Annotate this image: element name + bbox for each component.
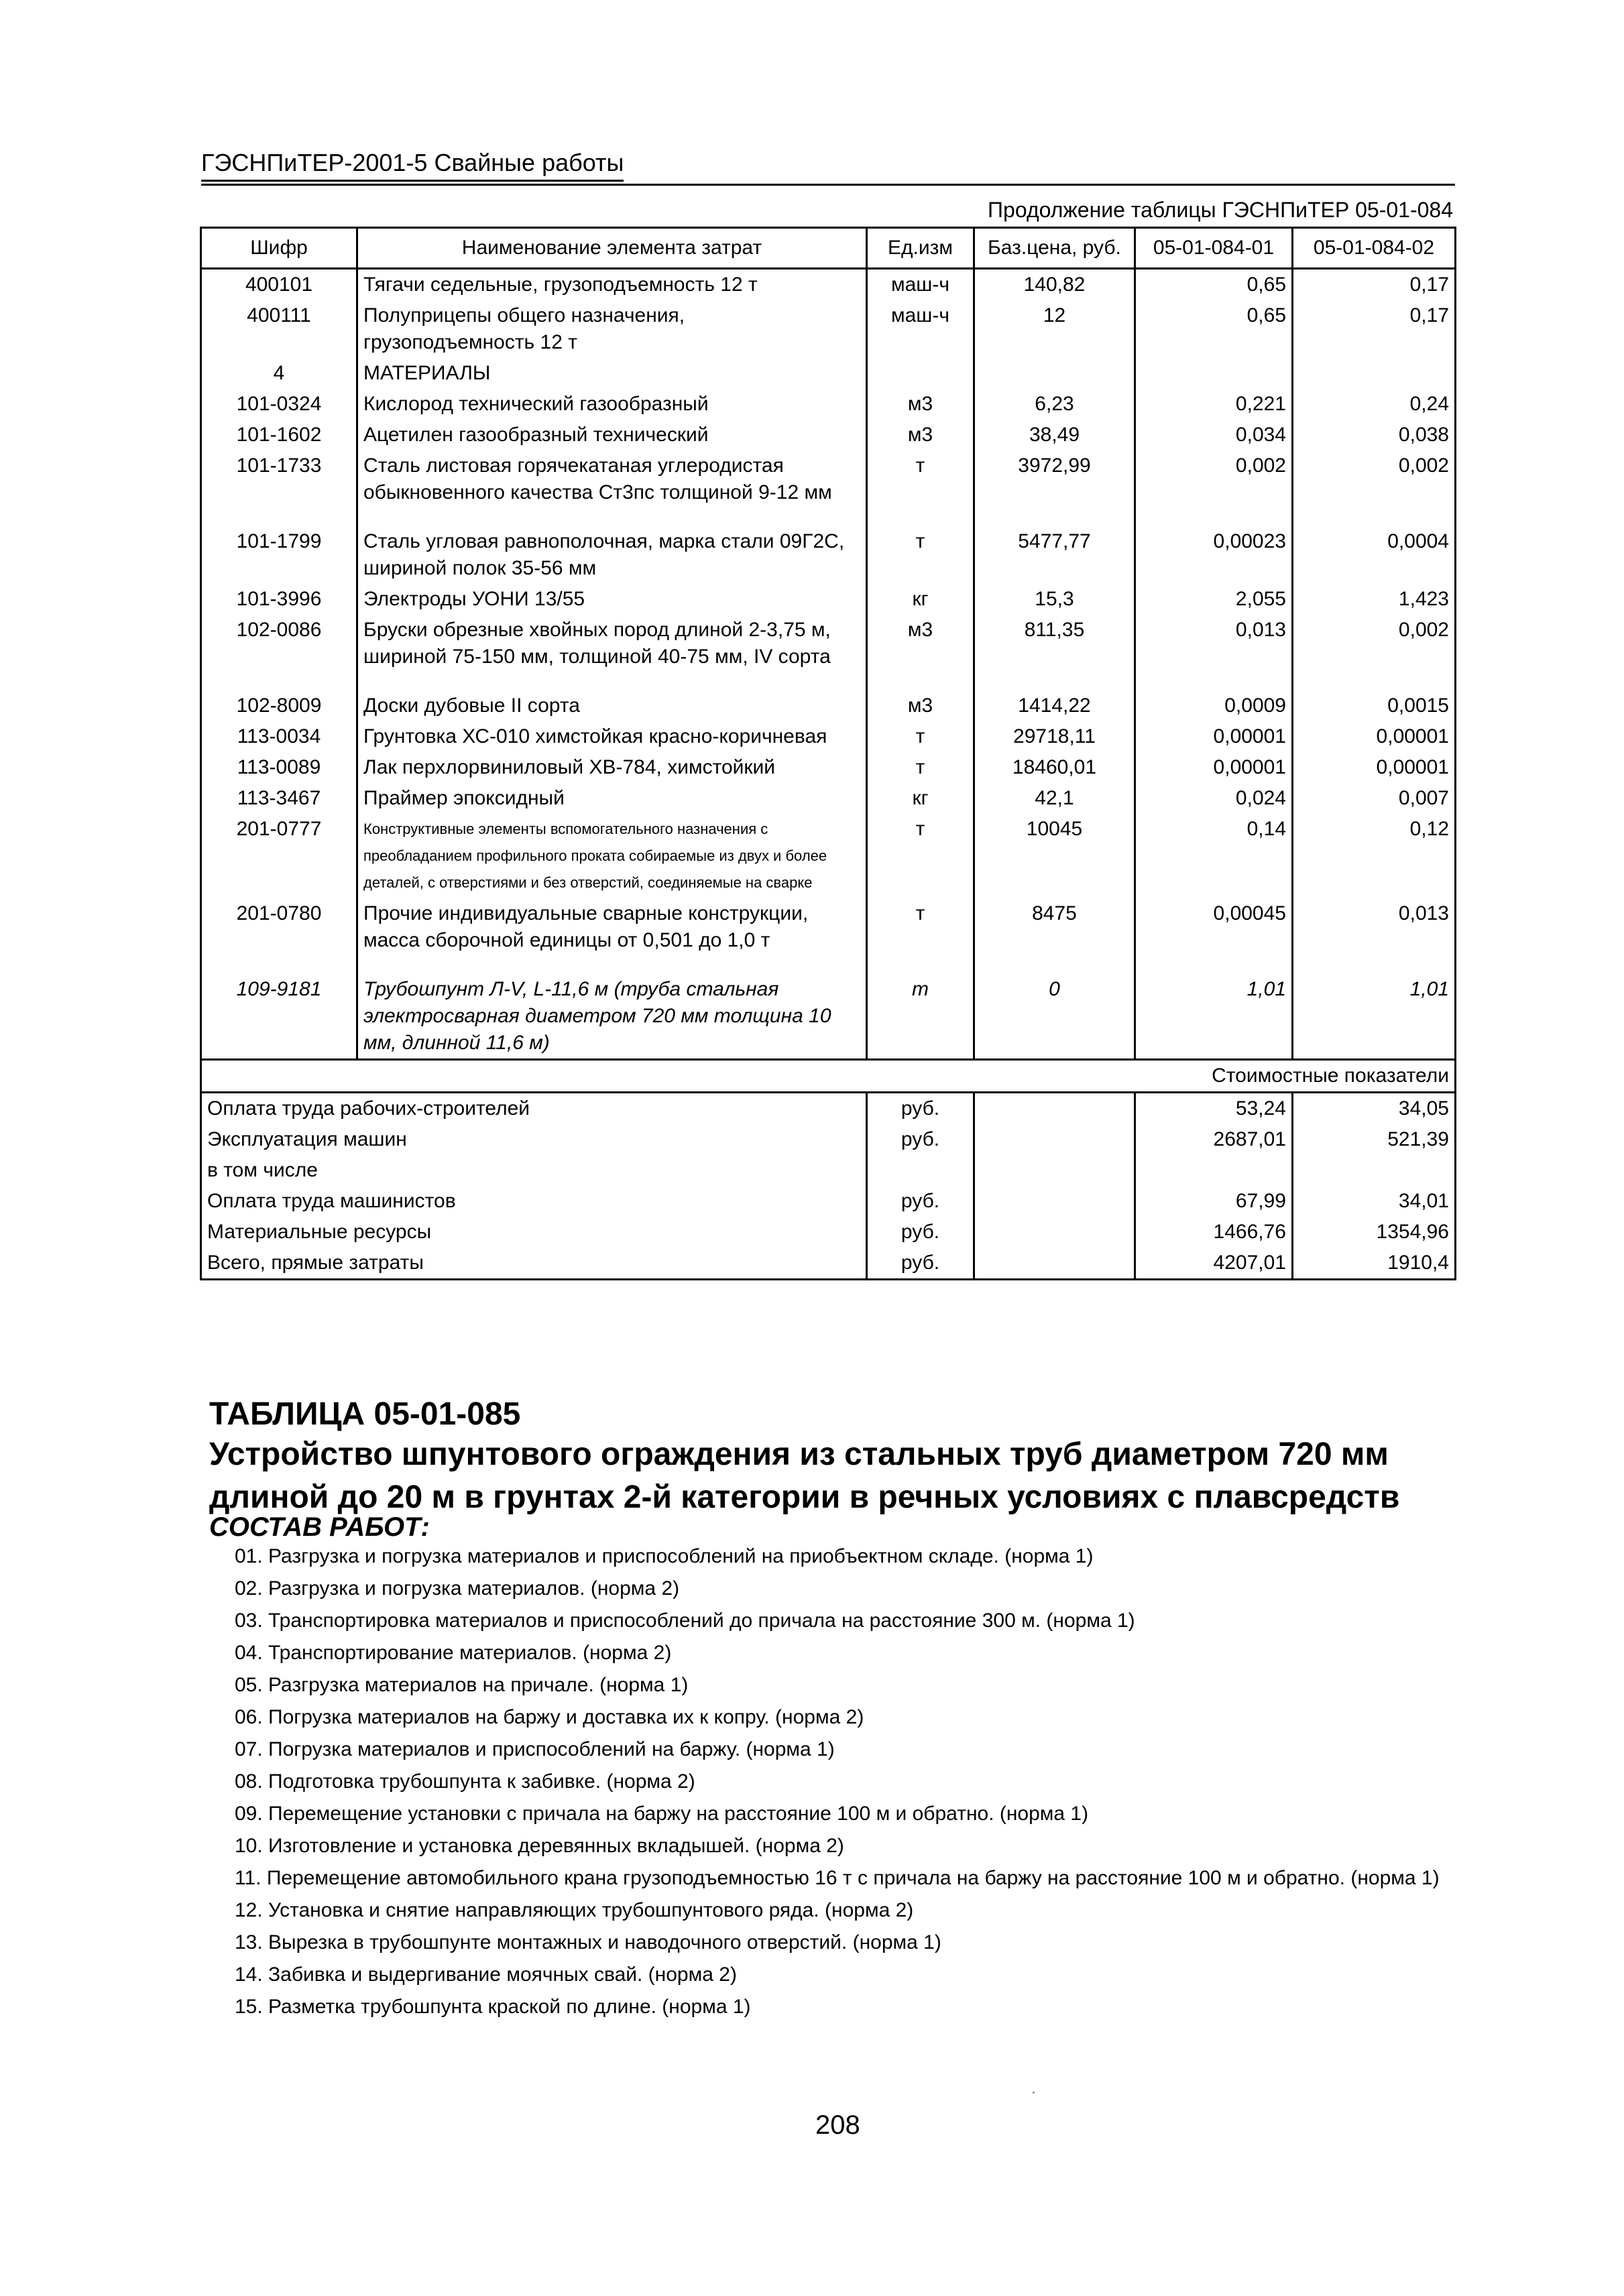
work-item: 08. Подготовка трубошпунта к забивке. (норма 2) (235, 1770, 695, 1793)
work-item: 10. Изготовление и установка деревянных вкладышей. (норма 2) (235, 1835, 844, 1857)
work-item: 06. Погрузка материалов на баржу и доставка их к копру. (норма 2) (235, 1706, 864, 1728)
cell-name: Праймер эпоксидный (357, 783, 867, 814)
cell-value-1: 0,013 (1135, 615, 1293, 690)
table-row (201, 974, 1456, 1060)
work-item: 09. Перемещение установки с причала на баржу на расстояние 100 м и обратно. (норма 1) (235, 1803, 1089, 1825)
table-row (201, 814, 1456, 898)
summary-value-1: 67,99 (1135, 1186, 1293, 1217)
cell-value-2: 0,17 (1293, 300, 1456, 358)
cell-value-1: 0,002 (1135, 450, 1293, 526)
summary-value-2: 1910,4 (1293, 1248, 1456, 1280)
cell-value-2: 0,002 (1293, 615, 1456, 690)
cell-code: 400101 (201, 269, 357, 301)
cell-price: 811,35 (974, 615, 1135, 690)
cell-unit: кг (867, 783, 974, 814)
column-header-norm-1: 05-01-084-01 (1135, 228, 1293, 269)
cell-price: 12 (974, 300, 1135, 358)
table-row (201, 269, 1456, 301)
cell-unit: маш-ч (867, 269, 974, 301)
page-header: ГЭСНПиТЕР-2001-5 Свайные работы (201, 149, 624, 182)
cell-name: Бруски обрезные хвойных пород длиной 2-3,75 м, шириной 75-150 мм, толщиной 40-75 мм, IV сорта (357, 615, 867, 690)
cell-name: Сталь угловая равнополочная, марка стали 09Г2С, шириной полок 35-56 мм (357, 526, 867, 584)
work-item: 01. Разгрузка и погрузка материалов и приспособлений на приобъектном складе. (норма 1) (235, 1545, 1094, 1567)
cell-price: 3972,99 (974, 450, 1135, 526)
cell-value-2: 0,0004 (1293, 526, 1456, 584)
cell-price: 8475 (974, 898, 1135, 974)
work-item: 05. Разгрузка материалов на причале. (норма 1) (235, 1674, 689, 1696)
column-header-unit: Ед.изм (867, 228, 974, 269)
cell-name: Кислород технический газообразный (357, 389, 867, 420)
cell-unit: т (867, 450, 974, 526)
cell-price: 6,23 (974, 389, 1135, 420)
cell-value-1: 0,00023 (1135, 526, 1293, 584)
work-item: 07. Погрузка материалов и приспособлений на баржу. (норма 1) (235, 1738, 835, 1760)
cell-value-2: 1,01 (1293, 974, 1456, 1060)
cell-value-1: 0,14 (1135, 814, 1293, 898)
cell-value-2: 0,0015 (1293, 690, 1456, 721)
works-list (201, 1543, 1462, 2026)
table-row-section (201, 358, 1456, 389)
scan-speck (1033, 2092, 1035, 2094)
cost-indicators-label: Стоимостные показатели (201, 1060, 1456, 1093)
cell-value-2: 0,00001 (1293, 752, 1456, 783)
summary-value-2 (1293, 1155, 1456, 1186)
summary-row (201, 1248, 1456, 1280)
cell-unit: м3 (867, 420, 974, 450)
summary-row (201, 1186, 1456, 1217)
cell-name: Ацетилен газообразный технический (357, 420, 867, 450)
cell-unit: м3 (867, 615, 974, 690)
cell-value-1: 0,65 (1135, 300, 1293, 358)
cell-code: 102-0086 (201, 615, 357, 690)
summary-unit (867, 1155, 974, 1186)
page-number: 208 (815, 2110, 860, 2140)
summary-label: в том числе (201, 1155, 867, 1186)
column-header-base-price: Баз.цена, руб. (974, 228, 1135, 269)
cell-price: 10045 (974, 814, 1135, 898)
summary-unit: руб. (867, 1248, 974, 1280)
cell-code: 201-0777 (201, 814, 357, 898)
cell-value-2: 0,002 (1293, 450, 1456, 526)
cell-value-1: 0,00045 (1135, 898, 1293, 974)
cell-price: 42,1 (974, 783, 1135, 814)
cell-unit: м3 (867, 389, 974, 420)
summary-label: Оплата труда машинистов (201, 1186, 867, 1217)
cell-unit (867, 358, 974, 389)
cell-value-1: 2,055 (1135, 584, 1293, 615)
cell-price: 1414,22 (974, 690, 1135, 721)
table-row (201, 450, 1456, 526)
cell-price: 15,3 (974, 584, 1135, 615)
summary-unit: руб. (867, 1093, 974, 1125)
work-item: 04. Транспортирование материалов. (норма 2) (235, 1642, 672, 1664)
cell-value-1: 0,65 (1135, 269, 1293, 301)
cell-value-1 (1135, 358, 1293, 389)
cell-name: Полуприцепы общего назначения, грузоподъемность 12 т (357, 300, 867, 358)
summary-value-1: 4207,01 (1135, 1248, 1293, 1280)
summary-unit: руб. (867, 1186, 974, 1217)
cell-code: 113-3467 (201, 783, 357, 814)
summary-row (201, 1217, 1456, 1248)
cell-price: 5477,77 (974, 526, 1135, 584)
summary-empty (974, 1248, 1135, 1280)
cell-value-1: 0,034 (1135, 420, 1293, 450)
summary-value-2: 34,05 (1293, 1093, 1456, 1125)
work-item: 02. Разгрузка и погрузка материалов. (норма 2) (235, 1577, 680, 1599)
summary-label: Оплата труда рабочих-строителей (201, 1093, 867, 1125)
cell-value-1: 0,221 (1135, 389, 1293, 420)
cell-code: 101-1799 (201, 526, 357, 584)
summary-empty (974, 1155, 1135, 1186)
summary-empty (974, 1217, 1135, 1248)
table-row (201, 752, 1456, 783)
cell-code: 109-9181 (201, 974, 357, 1060)
cell-price: 38,49 (974, 420, 1135, 450)
cell-name: Сталь листовая горячекатаная углеродистая обыкновенного качества Ст3пс толщиной 9-12 мм (357, 450, 867, 526)
cell-value-2: 0,013 (1293, 898, 1456, 974)
cell-code: 102-8009 (201, 690, 357, 721)
summary-row (201, 1093, 1456, 1125)
cell-unit: кг (867, 584, 974, 615)
cell-name: Электроды УОНИ 13/55 (357, 584, 867, 615)
column-header-name: Наименование элемента затрат (357, 228, 867, 269)
cell-name: Доски дубовые II сорта (357, 690, 867, 721)
cell-price: 18460,01 (974, 752, 1135, 783)
work-item: 12. Установка и снятие направляющих трубошпунтового ряда. (норма 2) (235, 1899, 914, 1921)
cell-name: МАТЕРИАЛЫ (357, 358, 867, 389)
cell-code: 201-0780 (201, 898, 357, 974)
column-header-code: Шифр (201, 228, 357, 269)
cell-name: Грунтовка ХС-010 химстойкая красно-коричневая (357, 721, 867, 752)
cell-name: Конструктивные элементы вспомогательного назначения с преобладанием профильного проката собираемые из двух и более деталей, с отверстиями и без отверстий, соединяемые на сварке (357, 814, 867, 898)
cell-value-1: 0,00001 (1135, 752, 1293, 783)
cell-name: Прочие индивидуальные сварные конструкции, масса сборочной единицы от 0,501 до 1,0 т (357, 898, 867, 974)
summary-value-1: 1466,76 (1135, 1217, 1293, 1248)
summary-row (201, 1124, 1456, 1155)
summary-label: Материальные ресурсы (201, 1217, 867, 1248)
cell-code: 4 (201, 358, 357, 389)
cost-indicators-row (201, 1060, 1456, 1093)
work-item: 15. Разметка трубошпунта краской по длине. (норма 1) (235, 1996, 751, 2018)
table-header-row (201, 228, 1456, 269)
cell-price: 140,82 (974, 269, 1135, 301)
cell-code: 113-0034 (201, 721, 357, 752)
summary-row (201, 1155, 1456, 1186)
summary-label: Всего, прямые затраты (201, 1248, 867, 1280)
summary-value-2: 34,01 (1293, 1186, 1456, 1217)
cell-name: Тягачи седельные, грузоподъемность 12 т (357, 269, 867, 301)
table-row (201, 420, 1456, 450)
cell-name: Лак перхлорвиниловый ХВ-784, химстойкий (357, 752, 867, 783)
table-row (201, 526, 1456, 584)
cell-value-2: 0,007 (1293, 783, 1456, 814)
cell-unit: т (867, 974, 974, 1060)
cell-price: 0 (974, 974, 1135, 1060)
table-row (201, 690, 1456, 721)
table-row (201, 389, 1456, 420)
summary-value-2: 1354,96 (1293, 1217, 1456, 1248)
cell-code: 101-1602 (201, 420, 357, 450)
table-row (201, 898, 1456, 974)
cell-name: Трубошпунт Л-V, L-11,6 м (труба стальная электросварная диаметром 720 мм толщина 10 мм, длинной 11,6 м) (357, 974, 867, 1060)
summary-label: Эксплуатация машин (201, 1124, 867, 1155)
cell-unit: т (867, 721, 974, 752)
cell-value-2: 0,24 (1293, 389, 1456, 420)
cell-value-1: 1,01 (1135, 974, 1293, 1060)
cell-value-1: 0,00001 (1135, 721, 1293, 752)
table-continuation-note: Продолжение таблицы ГЭСНПиТЕР 05-01-084 (988, 198, 1453, 222)
cell-code: 101-3996 (201, 584, 357, 615)
table-row (201, 783, 1456, 814)
summary-unit: руб. (867, 1217, 974, 1248)
table-row (201, 615, 1456, 690)
cell-unit: т (867, 526, 974, 584)
cell-value-2: 0,17 (1293, 269, 1456, 301)
cell-unit: маш-ч (867, 300, 974, 358)
cell-value-2: 1,423 (1293, 584, 1456, 615)
cell-value-1: 0,024 (1135, 783, 1293, 814)
cell-code: 113-0089 (201, 752, 357, 783)
cell-value-2 (1293, 358, 1456, 389)
table-title: ТАБЛИЦА 05-01-085 (209, 1396, 521, 1432)
cell-code: 101-0324 (201, 389, 357, 420)
summary-empty (974, 1093, 1135, 1125)
summary-value-1 (1135, 1155, 1293, 1186)
cell-unit: м3 (867, 690, 974, 721)
summary-value-1: 2687,01 (1135, 1124, 1293, 1155)
summary-empty (974, 1124, 1135, 1155)
cell-price (974, 358, 1135, 389)
table-row (201, 584, 1456, 615)
header-rule (201, 184, 1455, 186)
summary-unit: руб. (867, 1124, 974, 1155)
cell-price: 29718,11 (974, 721, 1135, 752)
cell-unit: т (867, 752, 974, 783)
summary-value-2: 521,39 (1293, 1124, 1456, 1155)
work-item: 14. Забивка и выдергивание моячных свай. (норма 2) (235, 1963, 737, 1986)
cell-value-2: 0,12 (1293, 814, 1456, 898)
cell-code: 101-1733 (201, 450, 357, 526)
cell-value-2: 0,00001 (1293, 721, 1456, 752)
column-header-norm-2: 05-01-084-02 (1293, 228, 1456, 269)
cell-value-1: 0,0009 (1135, 690, 1293, 721)
table-subtitle: Устройство шпунтового ограждения из стальных труб диаметром 720 мм длиной до 20 м в грунтах 2-й категории в речных условиях с плавсредств (209, 1437, 1400, 1515)
cell-unit: т (867, 898, 974, 974)
summary-empty (974, 1186, 1135, 1217)
table-row (201, 721, 1456, 752)
work-item: 03. Транспортировка материалов и приспособлений до причала на расстояние 300 м. (норма 1) (235, 1610, 1135, 1632)
works-heading: СОСТАВ РАБОТ: (209, 1512, 430, 1542)
cell-code: 400111 (201, 300, 357, 358)
work-item: 11. Перемещение автомобильного крана грузоподъемностью 16 т с причала на баржу на расстояние 100 м и обратно. (норма 1) (235, 1867, 1440, 1889)
cell-value-2: 0,038 (1293, 420, 1456, 450)
summary-value-1: 53,24 (1135, 1093, 1293, 1125)
work-item: 13. Вырезка в трубошпунте монтажных и наводочного отверстий. (норма 1) (235, 1931, 941, 1953)
table-row (201, 300, 1456, 358)
cost-table (200, 227, 1456, 1280)
cell-unit: т (867, 814, 974, 898)
